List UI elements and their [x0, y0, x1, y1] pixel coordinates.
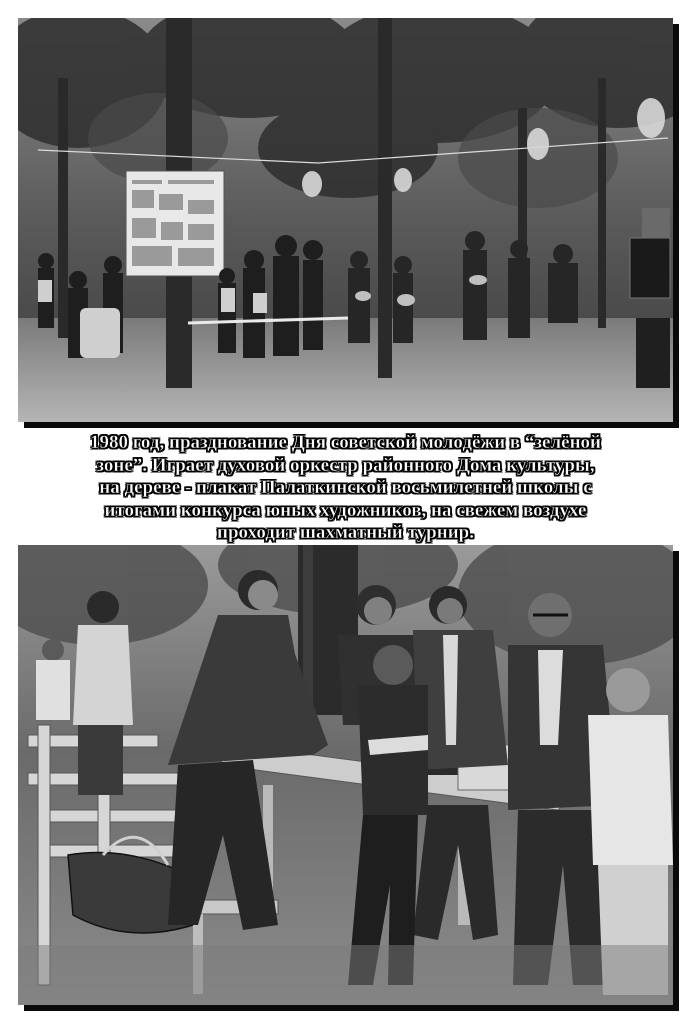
caption-line: 1980 год, празднование Дня советской молодёжи в “зелёной: [90, 432, 601, 453]
bottom-photo-image: [18, 545, 673, 1005]
bottom-photo: [18, 545, 673, 1005]
school-poster: [126, 171, 224, 276]
caption-line: проходит шахматный турнир.: [217, 522, 474, 543]
caption-line: зоне”. Играет духовой оркестр районного Дома культуры,: [96, 454, 595, 476]
top-photo: [18, 18, 673, 422]
caption-line: итогами конкурса юных художников, на свежем воздухе: [104, 499, 587, 521]
top-photo-image: [18, 18, 673, 422]
caption-line: на дереве - плакат Палаткинской восьмилетней школы с: [99, 477, 592, 498]
photo-caption: [20, 432, 671, 545]
